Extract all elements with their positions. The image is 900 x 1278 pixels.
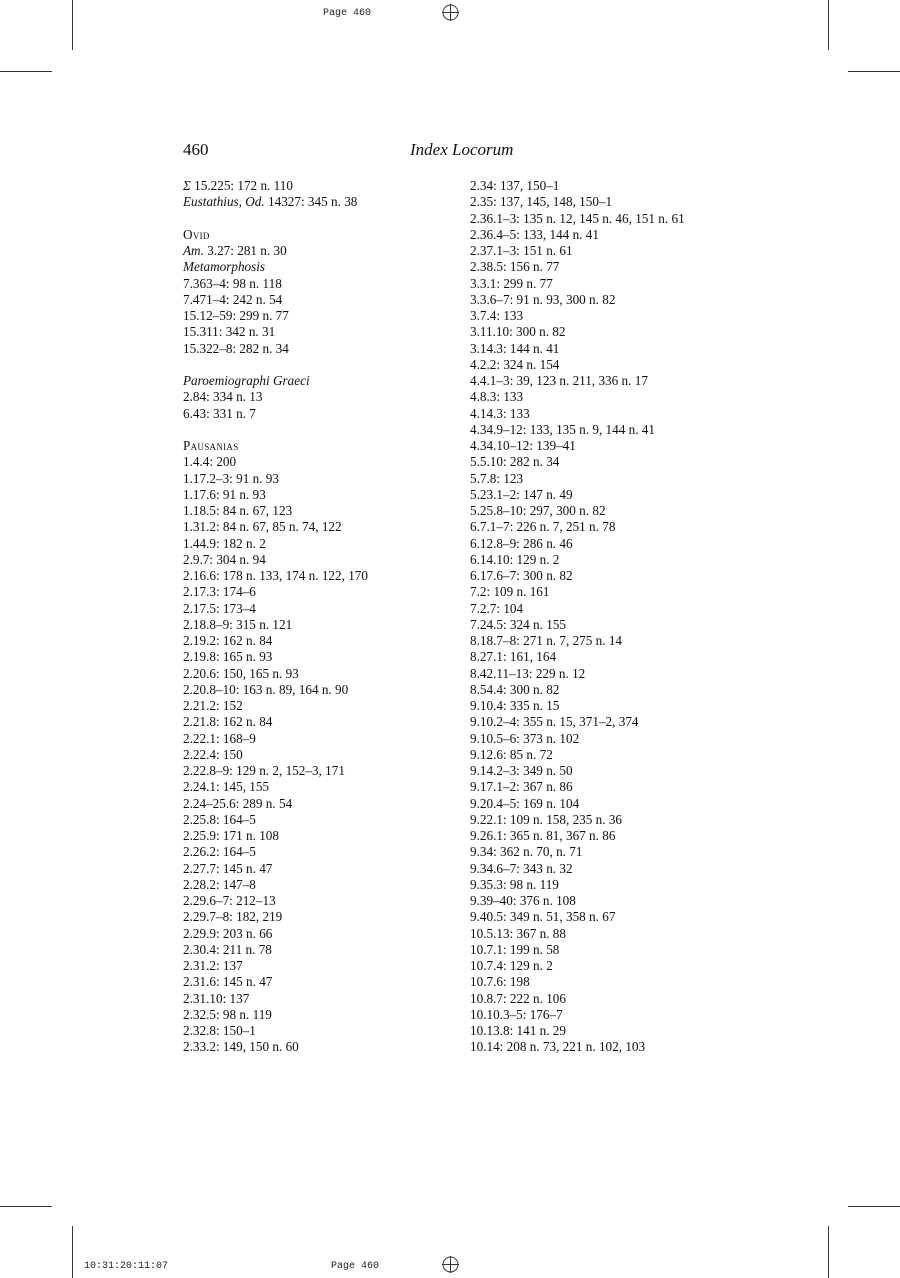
- index-entry: 2.34: 137, 150–1: [470, 178, 560, 193]
- index-entry: 2.17.5: 173–4: [183, 600, 256, 616]
- index-entry: 9.12.6: 85 n. 72: [470, 746, 553, 762]
- index-entry: 2.29.7–8: 182, 219: [183, 909, 283, 925]
- index-entry: 10.10.3–5: 176–7: [470, 1006, 563, 1022]
- index-entry: 1.44.9: 182 n. 2: [183, 535, 266, 551]
- index-entry: 8.27.1: 161, 164: [470, 649, 557, 665]
- index-entry: 2.19.2: 162 n. 84: [183, 633, 273, 648]
- work-title-paroemiographi: Paroemiographi Graeci: [183, 373, 310, 388]
- pausanias-entry-list-continued: [470, 178, 770, 1056]
- index-entry: 7.24.5: 324 n. 155: [470, 616, 566, 632]
- index-entry: 2.9.7: 304 n. 94: [183, 551, 266, 567]
- print-label-bottom: Page 460: [331, 1261, 380, 1272]
- index-entry: 2.26.2: 164–5: [183, 844, 256, 860]
- running-title: Index Locorum: [410, 140, 514, 159]
- crop-mark-tr-vertical: [828, 0, 829, 50]
- index-column-left: [183, 178, 443, 1056]
- index-entry: 9.26.1: 365 n. 81, 367 n. 86: [470, 828, 616, 843]
- index-entry: 1.31.2: 84 n. 67, 85 n. 74, 122: [183, 519, 342, 535]
- index-entry: 2.31.2: 137: [183, 958, 243, 973]
- index-entry: 2.36.4–5: 133, 144 n. 41: [470, 226, 599, 242]
- index-entry: 2.29.9: 203 n. 66: [183, 925, 273, 941]
- crop-mark-tl-vertical: [72, 0, 73, 50]
- index-entry: 4.4.1–3: 39, 123 n. 211, 336 n. 17: [470, 373, 648, 388]
- index-entry: 2.84: 334 n. 13: [183, 389, 263, 405]
- registration-mark-top: [442, 4, 459, 21]
- index-entry: 2.36.1–3: 135 n. 12, 145 n. 46, 151 n. 61: [470, 210, 685, 226]
- work-title: Am.: [183, 243, 204, 258]
- index-entry: 2.16.6: 178 n. 133, 174 n. 122, 170: [183, 568, 368, 583]
- index-entry: 2.20.6: 150, 165 n. 93: [183, 665, 299, 681]
- index-entry: 2.20.8–10: 163 n. 89, 164 n. 90: [183, 681, 349, 697]
- index-entry: 2.21.2: 152: [183, 698, 243, 713]
- source-reference: 3.27: 281 n. 30: [203, 243, 287, 258]
- index-entry: 9.20.4–5: 169 n. 104: [470, 795, 580, 811]
- work-title-metamorphosis: Metamorphosis: [183, 259, 266, 275]
- index-entry: 2.33.2: 149, 150 n. 60: [183, 1039, 299, 1055]
- index-entry: 7.2: 109 n. 161: [470, 584, 550, 600]
- index-entry: 1.17.2–3: 91 n. 93: [183, 470, 279, 486]
- pausanias-entry-list: [183, 454, 443, 1055]
- index-entry: 7.2.7: 104: [470, 600, 524, 616]
- index-entry: 10.8.7: 222 n. 106: [470, 990, 566, 1006]
- index-entry: [183, 178, 443, 194]
- index-entry: 4.2.2: 324 n. 154: [470, 356, 560, 372]
- index-entry: 2.31.10: 137: [183, 990, 250, 1006]
- index-entry: 9.39–40: 376 n. 108: [470, 893, 576, 908]
- index-entry: 4.34.10–12: 139–41: [470, 438, 576, 453]
- index-entry: 1.17.6: 91 n. 93: [183, 486, 266, 502]
- crop-mark-bl-vertical: [72, 1226, 73, 1278]
- index-entry: 4.34.9–12: 133, 135 n. 9, 144 n. 41: [470, 421, 655, 437]
- index-entry: 9.10.5–6: 373 n. 102: [470, 730, 580, 746]
- index-entry: 2.22.8–9: 129 n. 2, 152–3, 171: [183, 763, 345, 778]
- index-entry: 6.7.1–7: 226 n. 7, 251 n. 78: [470, 519, 616, 535]
- index-entry: 2.24–25.6: 289 n. 54: [183, 795, 293, 811]
- author-heading-pausanias: Pausanias: [183, 438, 239, 453]
- index-entry: 9.34.6–7: 343 n. 32: [470, 860, 573, 876]
- index-entry: 4.14.3: 133: [470, 405, 530, 421]
- crop-mark-br-horizontal: [848, 1206, 900, 1207]
- source-author: Eustathius, Od.: [183, 194, 265, 210]
- crop-mark-br-vertical: [828, 1226, 829, 1278]
- index-entry: 2.32.5: 98 n. 119: [183, 1006, 272, 1022]
- crop-mark-tl-horizontal: [0, 71, 52, 72]
- index-entry: 9.40.5: 349 n. 51, 358 n. 67: [470, 909, 616, 925]
- index-entry: 9.34: 362 n. 70, n. 71: [470, 844, 583, 860]
- index-entry: 3.3.1: 299 n. 77: [470, 275, 553, 291]
- index-entry: 3.11.10: 300 n. 82: [470, 324, 566, 340]
- index-entry: 5.5.10: 282 n. 34: [470, 454, 560, 470]
- index-entry: 2.37.1–3: 151 n. 61: [470, 243, 573, 258]
- index-entry: 7.363–4: 98 n. 118: [183, 275, 282, 291]
- index-entry: 2.29.6–7: 212–13: [183, 893, 276, 908]
- index-entry: 9.10.4: 335 n. 15: [470, 698, 560, 713]
- index-entry: 2.32.8: 150–1: [183, 1023, 256, 1038]
- source-reference: 15.225: 172 n. 110: [190, 178, 293, 193]
- index-entry: 3.7.4: 133: [470, 308, 524, 323]
- index-entry: 2.22.4: 150: [183, 746, 243, 762]
- index-entry: 2.30.4: 211 n. 78: [183, 941, 272, 957]
- index-entry: 15.322–8: 282 n. 34: [183, 340, 289, 356]
- index-entry: 5.23.1–2: 147 n. 49: [470, 486, 573, 502]
- index-entry: 1.18.5: 84 n. 67, 123: [183, 503, 293, 518]
- index-entry: 3.3.6–7: 91 n. 93, 300 n. 82: [470, 291, 616, 307]
- index-entry: 4.8.3: 133: [470, 389, 524, 405]
- index-entry: 9.35.3: 98 n. 119: [470, 876, 559, 892]
- index-entry: 2.21.8: 162 n. 84: [183, 714, 273, 730]
- index-entry: 2.19.8: 165 n. 93: [183, 649, 273, 665]
- index-entry: 10.13.8: 141 n. 29: [470, 1023, 566, 1038]
- index-entry: 2.18.8–9: 315 n. 121: [183, 616, 293, 632]
- index-entry: 6.43: 331 n. 7: [183, 405, 256, 421]
- index-entry: 2.25.9: 171 n. 108: [183, 828, 279, 843]
- page-number: 460: [183, 140, 209, 159]
- registration-mark-bottom: [442, 1256, 459, 1273]
- index-entry: 9.22.1: 109 n. 158, 235 n. 36: [470, 811, 623, 827]
- index-entry: 7.471–4: 242 n. 54: [183, 291, 283, 307]
- index-entry: 3.14.3: 144 n. 41: [470, 340, 560, 356]
- index-column-right: [470, 178, 770, 1056]
- index-entry: [183, 194, 443, 210]
- index-entry: 5.25.8–10: 297, 300 n. 82: [470, 503, 606, 518]
- source-author: Σ: [183, 178, 191, 193]
- index-entry: 9.14.2–3: 349 n. 50: [470, 763, 573, 778]
- index-entry: 9.17.1–2: 367 n. 86: [470, 779, 573, 795]
- index-entry: 2.17.3: 174–6: [183, 584, 256, 600]
- index-entry: 2.28.2: 147–8: [183, 876, 256, 892]
- index-entry: 1.4.4: 200: [183, 454, 237, 470]
- index-entry: 10.7.1: 199 n. 58: [470, 941, 560, 957]
- print-label-top: Page 460: [323, 8, 372, 19]
- index-entry: 10.14: 208 n. 73, 221 n. 102, 103: [470, 1039, 646, 1055]
- index-entry: [183, 243, 443, 259]
- index-entry: 2.24.1: 145, 155: [183, 779, 270, 795]
- index-entry: 10.7.6: 198: [470, 974, 530, 990]
- index-entry: 15.12–59: 299 n. 77: [183, 308, 289, 323]
- print-timestamp: 10:31:20:11:07: [84, 1261, 169, 1272]
- index-entry: 2.27.7: 145 n. 47: [183, 860, 273, 876]
- index-entry: 8.18.7–8: 271 n. 7, 275 n. 14: [470, 633, 623, 648]
- index-entry: 6.12.8–9: 286 n. 46: [470, 535, 573, 551]
- index-entry: 9.10.2–4: 355 n. 15, 371–2, 374: [470, 714, 639, 730]
- index-entry: 2.22.1: 168–9: [183, 730, 256, 746]
- index-entry: 10.7.4: 129 n. 2: [470, 958, 553, 973]
- index-entry: 6.14.10: 129 n. 2: [470, 551, 560, 567]
- index-entry: 8.42.11–13: 229 n. 12: [470, 665, 586, 681]
- index-entry: 5.7.8: 123: [470, 470, 524, 486]
- index-entry: 10.5.13: 367 n. 88: [470, 925, 566, 941]
- author-heading-ovid: Ovid: [183, 226, 210, 242]
- index-entry: 6.17.6–7: 300 n. 82: [470, 568, 573, 583]
- index-entry: 15.311: 342 n. 31: [183, 324, 276, 340]
- index-entry: 2.35: 137, 145, 148, 150–1: [470, 194, 613, 210]
- source-reference: 14327: 345 n. 38: [264, 194, 358, 210]
- crop-mark-tr-horizontal: [848, 71, 900, 72]
- crop-mark-bl-horizontal: [0, 1206, 52, 1207]
- index-entry: 2.25.8: 164–5: [183, 811, 256, 827]
- index-entry: 8.54.4: 300 n. 82: [470, 681, 560, 697]
- index-entry: 2.38.5: 156 n. 77: [470, 259, 560, 275]
- index-entry: 2.31.6: 145 n. 47: [183, 974, 273, 990]
